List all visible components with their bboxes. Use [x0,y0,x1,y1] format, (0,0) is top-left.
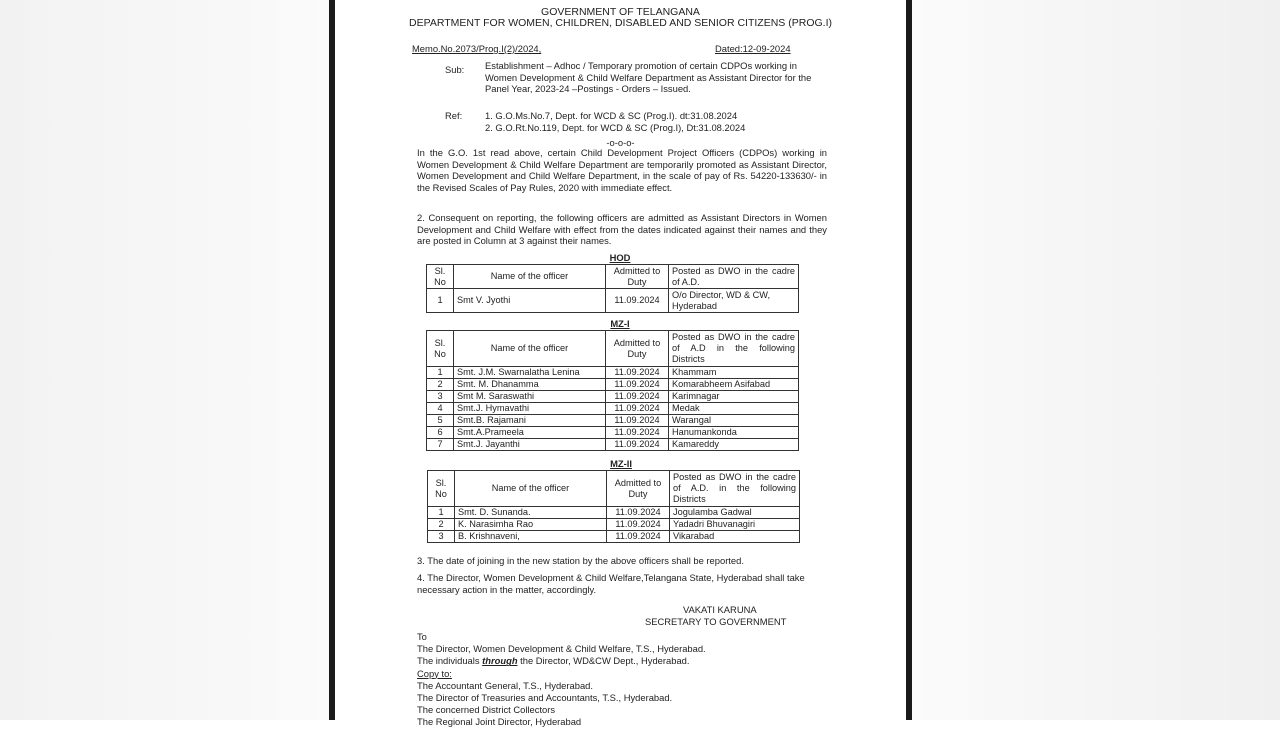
through-emphasis: through [482,655,518,667]
table-row [428,519,800,531]
hod-heading: HOD [609,252,631,263]
ref-item: 1. G.O.Ms.No.7, Dept. for WCD & SC (Prog.I). dt:31.08.2024 [485,110,738,121]
signatory-name: VAKATI KARUNA [683,604,757,615]
table-row [427,367,799,379]
right-border [906,0,912,720]
col-header: Sl. No [427,331,454,367]
cell-date: 11.09.2024 [606,379,669,391]
mz2-heading: MZ-II [610,458,632,469]
cell-sl: 5 [427,415,454,427]
cell-posting: Warangal [669,415,799,427]
cell-sl: 4 [427,403,454,415]
table-row [427,403,799,415]
cell-posting: Vikarabad [670,531,800,543]
cell-posting: Khammam [669,367,799,379]
memo-number: Memo.No.2073/Prog.I(2)/2024, [412,43,542,54]
sub-text: Establishment – Adhoc / Temporary promotion of certain CDPOs working in Women Development & Child Welfare Department as Assistant Director for the Panel Year, 2023-24 –Postings - Orders – Issued. [485,60,812,95]
sub-label: Sub: [445,64,465,75]
ref-label: Ref: [445,110,463,121]
to-line-part: The individuals [417,655,483,667]
col-header: Admitted to Duty [606,331,669,367]
cell-posting: O/o Director, WD & CW, Hyderabad [669,289,799,313]
col-header: Name of the officer [454,331,606,367]
ref-item: 2. G.O.Rt.No.119, Dept. for WCD & SC (Prog.I), Dt:31.08.2024 [485,122,746,133]
col-header: Posted as DWO in the cadre of A.D in the following Districts [669,331,799,367]
cell-date: 11.09.2024 [606,427,669,439]
table-row [428,507,800,519]
table-row [427,439,799,451]
col-header: Name of the officer [455,471,607,507]
col-header: Posted as DWO in the cadre of A.D. in the following Districts [670,471,800,507]
cell-date: 11.09.2024 [606,289,669,313]
mz1-table [426,330,799,451]
table-row [427,379,799,391]
table-header-row [427,265,799,289]
cell-sl: 3 [427,391,454,403]
cell-name: Smt V. Jyothi [454,289,606,313]
cell-sl: 2 [428,519,455,531]
cell-date: 11.09.2024 [607,531,670,543]
cell-sl: 6 [427,427,454,439]
paragraph-4: 4. The Director, Women Development & Child Welfare,Telangana State, Hyderabad shall take necessary action in the matter, accordingly. [417,572,805,595]
cell-name: Smt.J. Hymavathi [454,403,606,415]
cell-sl: 2 [427,379,454,391]
hod-table [426,264,799,313]
cell-posting: Kamareddy [669,439,799,451]
paragraph-1: In the G.O. 1st read above, certain Child Development Project Officers (CDPOs) working in Women Development & Child Welfare Department are temporarily promoted as Assistant Director, Women Development and Child Welfare Department, in the scale of pay of Rs. 54220-133630/- in the Revised Scales of Pay Rules, 2020 with immediate effect. [417,147,827,193]
cell-posting: Medak [669,403,799,415]
mz1-heading: MZ-I [610,318,630,329]
table-row [427,415,799,427]
table-row [427,391,799,403]
cell-name: K. Narasimha Rao [455,519,607,531]
col-header: Sl. No [427,265,454,289]
paragraph-2: 2. Consequent on reporting, the following officers are admitted as Assistant Directors in Women Development and Child Welfare with effect from the dates indicated against their names and they are posted in Column at 3 against their names. [417,212,827,247]
left-background [0,0,330,720]
document-page [335,0,906,728]
table-row [428,531,800,543]
col-header: Posted as DWO in the cadre of A.D. [669,265,799,289]
to-line-part: the Director, WD&CW Dept., Hyderabad. [517,655,690,667]
cell-posting: Karimnagar [669,391,799,403]
cell-name: Smt. D. Sunanda. [455,507,607,519]
cell-posting: Yadadri Bhuvanagiri [670,519,800,531]
copy-line: The Accountant General, T.S., Hyderabad. [417,679,593,691]
mz2-table [427,470,800,543]
cell-date: 11.09.2024 [606,415,669,427]
cell-name: Smt.A.Prameela [454,427,606,439]
table-header-row [427,331,799,367]
cell-name: B. Krishnaveni, [455,531,607,543]
cell-date: 11.09.2024 [606,391,669,403]
paragraph-3: 3. The date of joining in the new station by the above officers shall be reported. [417,555,744,566]
cell-date: 11.09.2024 [606,439,669,451]
cell-sl: 1 [427,289,454,313]
to-label: To [417,631,427,642]
cell-date: 11.09.2024 [607,519,670,531]
cell-date: 11.09.2024 [606,403,669,415]
ref-list [485,110,745,134]
to-line [417,655,706,667]
copy-to-label: Copy to: [417,667,452,679]
cell-name: Smt.B. Rajamani [454,415,606,427]
cell-name: Smt. J.M. Swarnalatha Lenina [454,367,606,379]
distribution-list [417,631,706,729]
table-row [427,427,799,439]
table-header-row [428,471,800,507]
cell-sl: 3 [428,531,455,543]
cell-posting: Komarabheem Asifabad [669,379,799,391]
to-line: The Director, Women Development & Child Welfare, T.S., Hyderabad. [417,643,706,655]
cell-name: Smt.J. Jayanthi [454,439,606,451]
cell-date: 11.09.2024 [606,367,669,379]
col-header: Name of the officer [454,265,606,289]
memo-date: Dated:12-09-2024 [715,43,791,54]
cell-name: Smt. M. Dhanamma [454,379,606,391]
cell-sl: 1 [427,367,454,379]
cell-posting: Hanumankonda [669,427,799,439]
cell-sl: 7 [427,439,454,451]
cell-posting: Jogulamba Gadwal [670,507,800,519]
dept-heading: DEPARTMENT FOR WOMEN, CHILDREN, DISABLED AND SENIOR CITIZENS (PROG.I) [409,17,832,29]
signatory-title: SECRETARY TO GOVERNMENT [645,616,787,627]
copy-line: The Regional Joint Director, Hyderabad [417,716,582,728]
copy-line: The Director of Treasuries and Accountants, T.S., Hyderabad. [417,691,673,703]
copy-line: The concerned District Collectors [417,704,556,716]
separator: -o-o-o- [606,137,635,148]
right-background [910,0,1280,720]
cell-name: Smt M. Saraswathi [454,391,606,403]
col-header: Admitted to Duty [607,471,670,507]
col-header: Sl. No [428,471,455,507]
col-header: Admitted to Duty [606,265,669,289]
cell-sl: 1 [428,507,455,519]
table-row [427,289,799,313]
cell-date: 11.09.2024 [607,507,670,519]
gov-heading: GOVERNMENT OF TELANGANA [541,6,700,18]
